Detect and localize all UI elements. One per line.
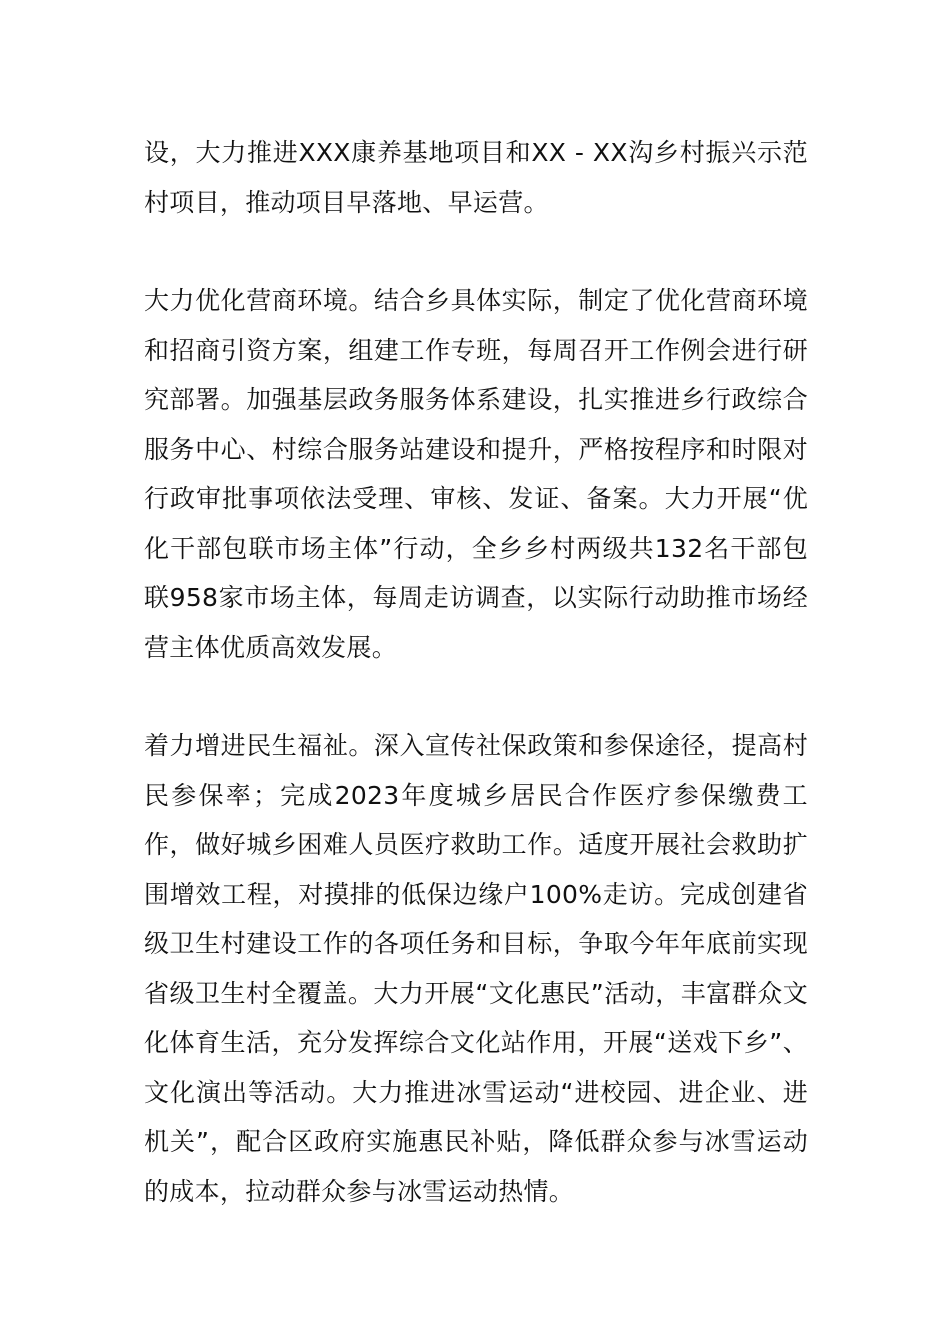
paragraph-project-continuation: 设，大力推进XXX康养基地项目和XX - XX沟乡村振兴示范村项目，推动项目早落地、早运营。: [144, 138, 808, 217]
paragraph-public-welfare: 着力增进民生福祉。深入宣传社保政策和参保途径，提高村民参保率；完成2023年度城乡居民合作医疗参保缴费工作，做好城乡困难人员医疗救助工作。适度开展社会救助扩围增效工程，对摸排的低保边缘户100%走访。完成创建省级卫生村建设工作的各项任务和目标，争取今年年底前实现省级卫生村全覆盖。大力开展“文化惠民”活动，丰富群众文化体育生活，充分发挥综合文化站作用，开展“送戏下乡”、文化演出等活动。大力推进冰雪运动“进校园、进企业、进机关”，配合区政府实施惠民补贴，降低群众参与冰雪运动的成本，拉动群众参与冰雪运动热情。: [144, 731, 808, 1206]
paragraph-business-environment: 大力优化营商环境。结合乡具体实际，制定了优化营商环境和招商引资方案，组建工作专班，每周召开工作例会进行研究部署。加强基层政务服务体系建设，扎实推进乡行政综合服务中心、村综合服务站建设和提升，严格按程序和时限对行政审批事项依法受理、审核、发证、备案。大力开展“优化干部包联市场主体”行动，全乡乡村两级共132名干部包联958家市场主体，每周走访调查，以实际行动助推市场经营主体优质高效发展。: [144, 286, 808, 662]
